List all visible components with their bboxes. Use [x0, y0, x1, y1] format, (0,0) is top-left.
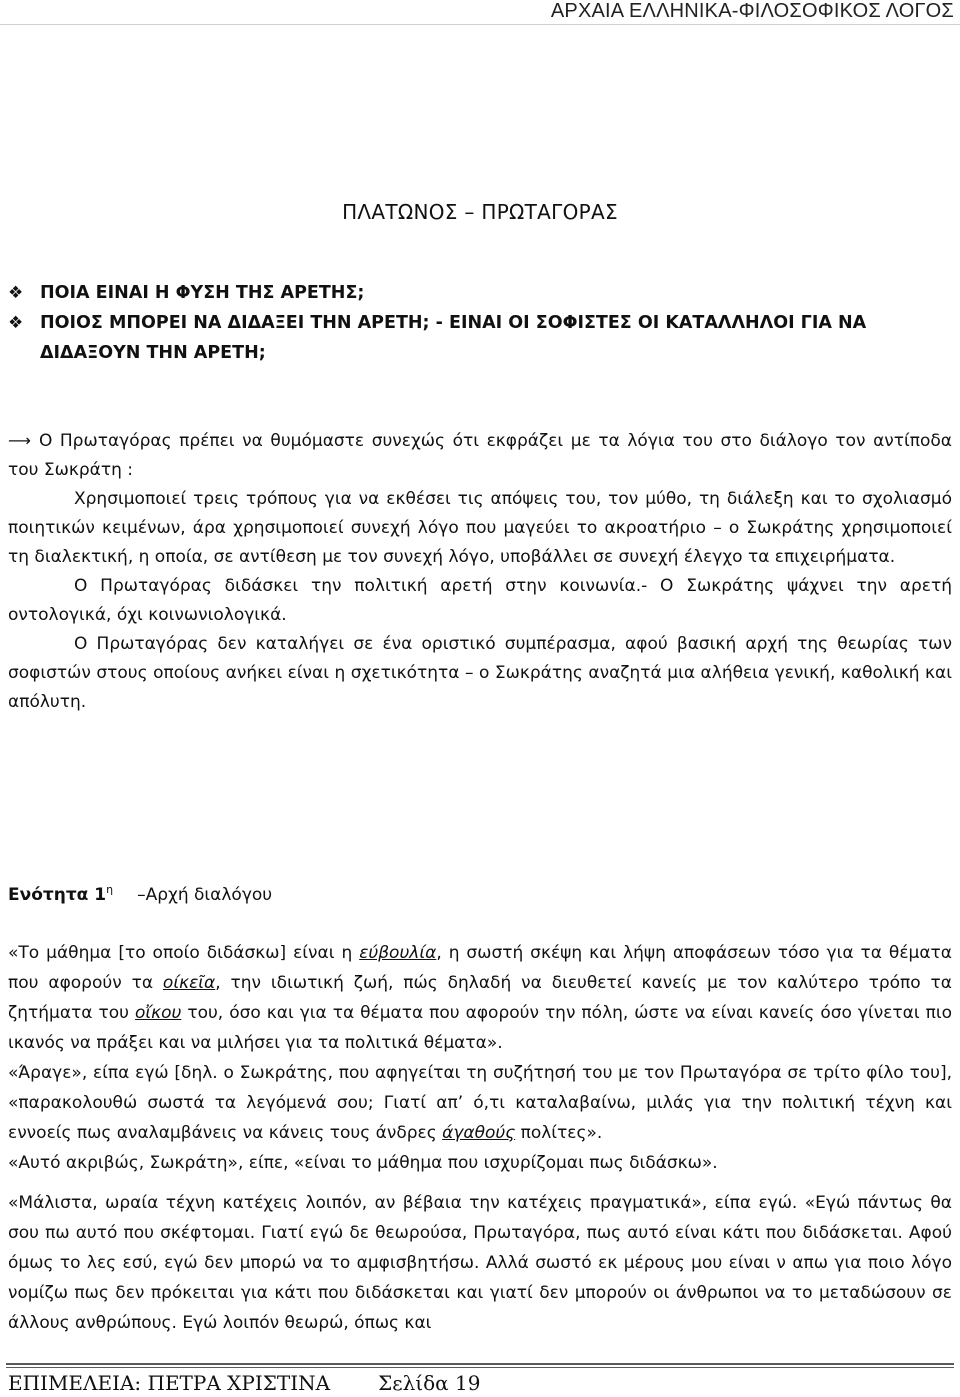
intro-paragraph: Ο Πρωταγόρας δεν καταλήγει σε ένα οριστικό συμπέρασμα, αφού βασική αρχή της θεωρίας των σοφιστών στους οποίους ανήκει είναι η σχετικότητα – ο Σωκράτης αναζητά μια αλήθεια γενική, καθολική και απόλυτη. — [8, 634, 952, 712]
right-arrow-icon: ⟶ — [8, 431, 31, 450]
section-subtitle: Αρχή διαλόγου — [145, 885, 273, 905]
question-text: ΠΟΙΟΣ ΜΠΟΡΕΙ ΝΑ ΔΙΔΑΞΕΙ ΤΗΝ ΑΡΕΤΗ; - ΕΙΝΑΙ ΟΙ ΣΟΦΙΣΤΕΣ ΟΙ ΚΑΤΑΛΛΗΛΟΙ ΓΙΑ ΝΑ ΔΙΔΑΞΟΥΝ ΤΗΝ ΑΡΕΤΗ; — [40, 313, 867, 363]
emphasized-term: άγαθούς — [442, 1123, 516, 1143]
dialogue-paragraph — [8, 1058, 952, 1148]
section-heading — [8, 875, 952, 910]
header-divider — [0, 24, 960, 25]
question-list — [8, 278, 954, 368]
text-run: πολίτες». — [515, 1123, 603, 1143]
text-run: «Το μάθημα [το οποίο διδάσκω] είναι η — [8, 943, 360, 963]
dialogue-paragraph — [8, 938, 952, 1058]
text-run: «Άραγε», είπα εγώ [δηλ. ο Σωκράτης, που αφηγείται τη συζήτησή του με τον Πρωταγόρα σε τρίτο φίλο του], «παρακολουθώ σωστά τα λεγόμενά σου; Γιατί απ’ ό,τι καταλαβαίνω, μιλάς για την πολιτική τέχνη και εννοείς πως αναλαμβάνεις να κάνεις τους άνδρες — [8, 1063, 952, 1143]
diamond-bullet-icon: ❖ — [8, 313, 24, 333]
page-number: Σελίδα 19 — [378, 1371, 481, 1395]
footer-divider — [6, 1367, 954, 1368]
intro-paragraph — [8, 426, 952, 485]
emphasized-term: εύβουλία — [359, 943, 437, 963]
footer-editor: ΕΠΙΜΕΛΕΙΑ: ΠΕΤΡΑ ΧΡΙΣΤΙΝΑ — [8, 1371, 331, 1395]
dialogue-paragraph: «Αυτό ακριβώς, Σωκράτη», είπε, «είναι το μάθημα που ισχυρίζομαι πως διδάσκω». — [8, 1153, 718, 1173]
section-label: Ενότητα 1 — [8, 885, 107, 905]
question-text: ΠΟΙΑ ΕΙΝΑΙ Η ΦΥΣΗ ΤΗΣ ΑΡΕΤΗΣ; — [40, 283, 365, 303]
section-superscript: η — [106, 883, 114, 896]
section-dash: – — [137, 885, 146, 905]
emphasized-term: οίκεῖα — [162, 973, 216, 993]
intro-text: Ο Πρωταγόρας πρέπει να θυμόμαστε συνεχώς ότι εκφράζει με τα λόγια του στο διάλογο τον αντίποδα του Σωκράτη : — [8, 431, 952, 480]
dialogue-text — [8, 938, 952, 1338]
document-title: ΠΛΑΤΩΝΟΣ – ΠΡΩΤΑΓΟΡΑΣ — [342, 200, 618, 224]
intro-paragraph: Χρησιμοποιεί τρεις τρόπους για να εκθέσει τις απόψεις του, τον μύθο, τη διάλεξη και το σχολιασμό ποιητικών κειμένων, άρα χρησιμοποιεί συνεχή λόγο που μαγεύει το ακροατήριο – ο Σωκράτης χρησιμοποιεί τη διαλεκτική, η οποία, σε αντίθεση με τον συνεχή λόγο, υποβάλλει σε συνεχή έλεγχο τα επιχειρήματα. — [8, 489, 952, 567]
question-item — [8, 308, 954, 368]
intro-section — [8, 426, 952, 717]
running-header: ΑΡΧΑΙΑ ΕΛΛΗΝΙΚΑ-ΦΙΛΟΣΟΦΙΚΟΣ ΛΟΓΟΣ — [550, 0, 954, 22]
dialogue-paragraph: «Μάλιστα, ωραία τέχνη κατέχεις λοιπόν, αν βέβαια την κατέχεις πραγματικά», είπα εγώ. «Εγώ πάντως θα σου πω αυτό που σκέφτομαι. Γιατί εγώ δε θεωρούσα, Πρωταγόρα, πως αυτό είναι κάτι που διδάσκεται. Αφού όμως το λες εσύ, εγώ δεν μπορώ να το αμφισβητήσω. Αλλά σωστό εκ μέρους μου είναι ν απω για ποιο λόγο νομίζω πως δεν πρόκειται για κάτι που διδάσκεται και γιατί δεν μπορούν οι άνθρωποι να το μεταδώσουν σε άλλους ανθρώπους. Εγώ λοιπόν θεωρώ, όπως και — [8, 1193, 952, 1333]
diamond-bullet-icon: ❖ — [8, 283, 24, 303]
text-run: του, όσο και για τα θέματα που αφορούν την πόλη, ώστε να είναι κανείς όσο γίνεται πιο ικανός να πράξει και να μιλήσει για τα πολιτικά θέματα». — [8, 1003, 952, 1053]
question-item — [8, 278, 954, 308]
text-run: , την ιδιωτική ζωή, πώς δηλαδή να διευθετεί κανείς με τον καλύτερο τρόπο τα ζητήματα του — [8, 973, 952, 1023]
footer-divider — [6, 1363, 954, 1365]
text-run: , η σωστή σκέψη και λήψη αποφάσεων τόσο για τα θέματα που αφορούν τα — [8, 943, 952, 993]
emphasized-term: οἴκου — [134, 1003, 182, 1023]
intro-paragraph: Ο Πρωταγόρας διδάσκει την πολιτική αρετή στην κοινωνία.- Ο Σωκράτης ψάχνει την αρετή οντολογικά, όχι κοινωνιολογικά. — [8, 576, 952, 625]
page-footer — [8, 1370, 480, 1396]
